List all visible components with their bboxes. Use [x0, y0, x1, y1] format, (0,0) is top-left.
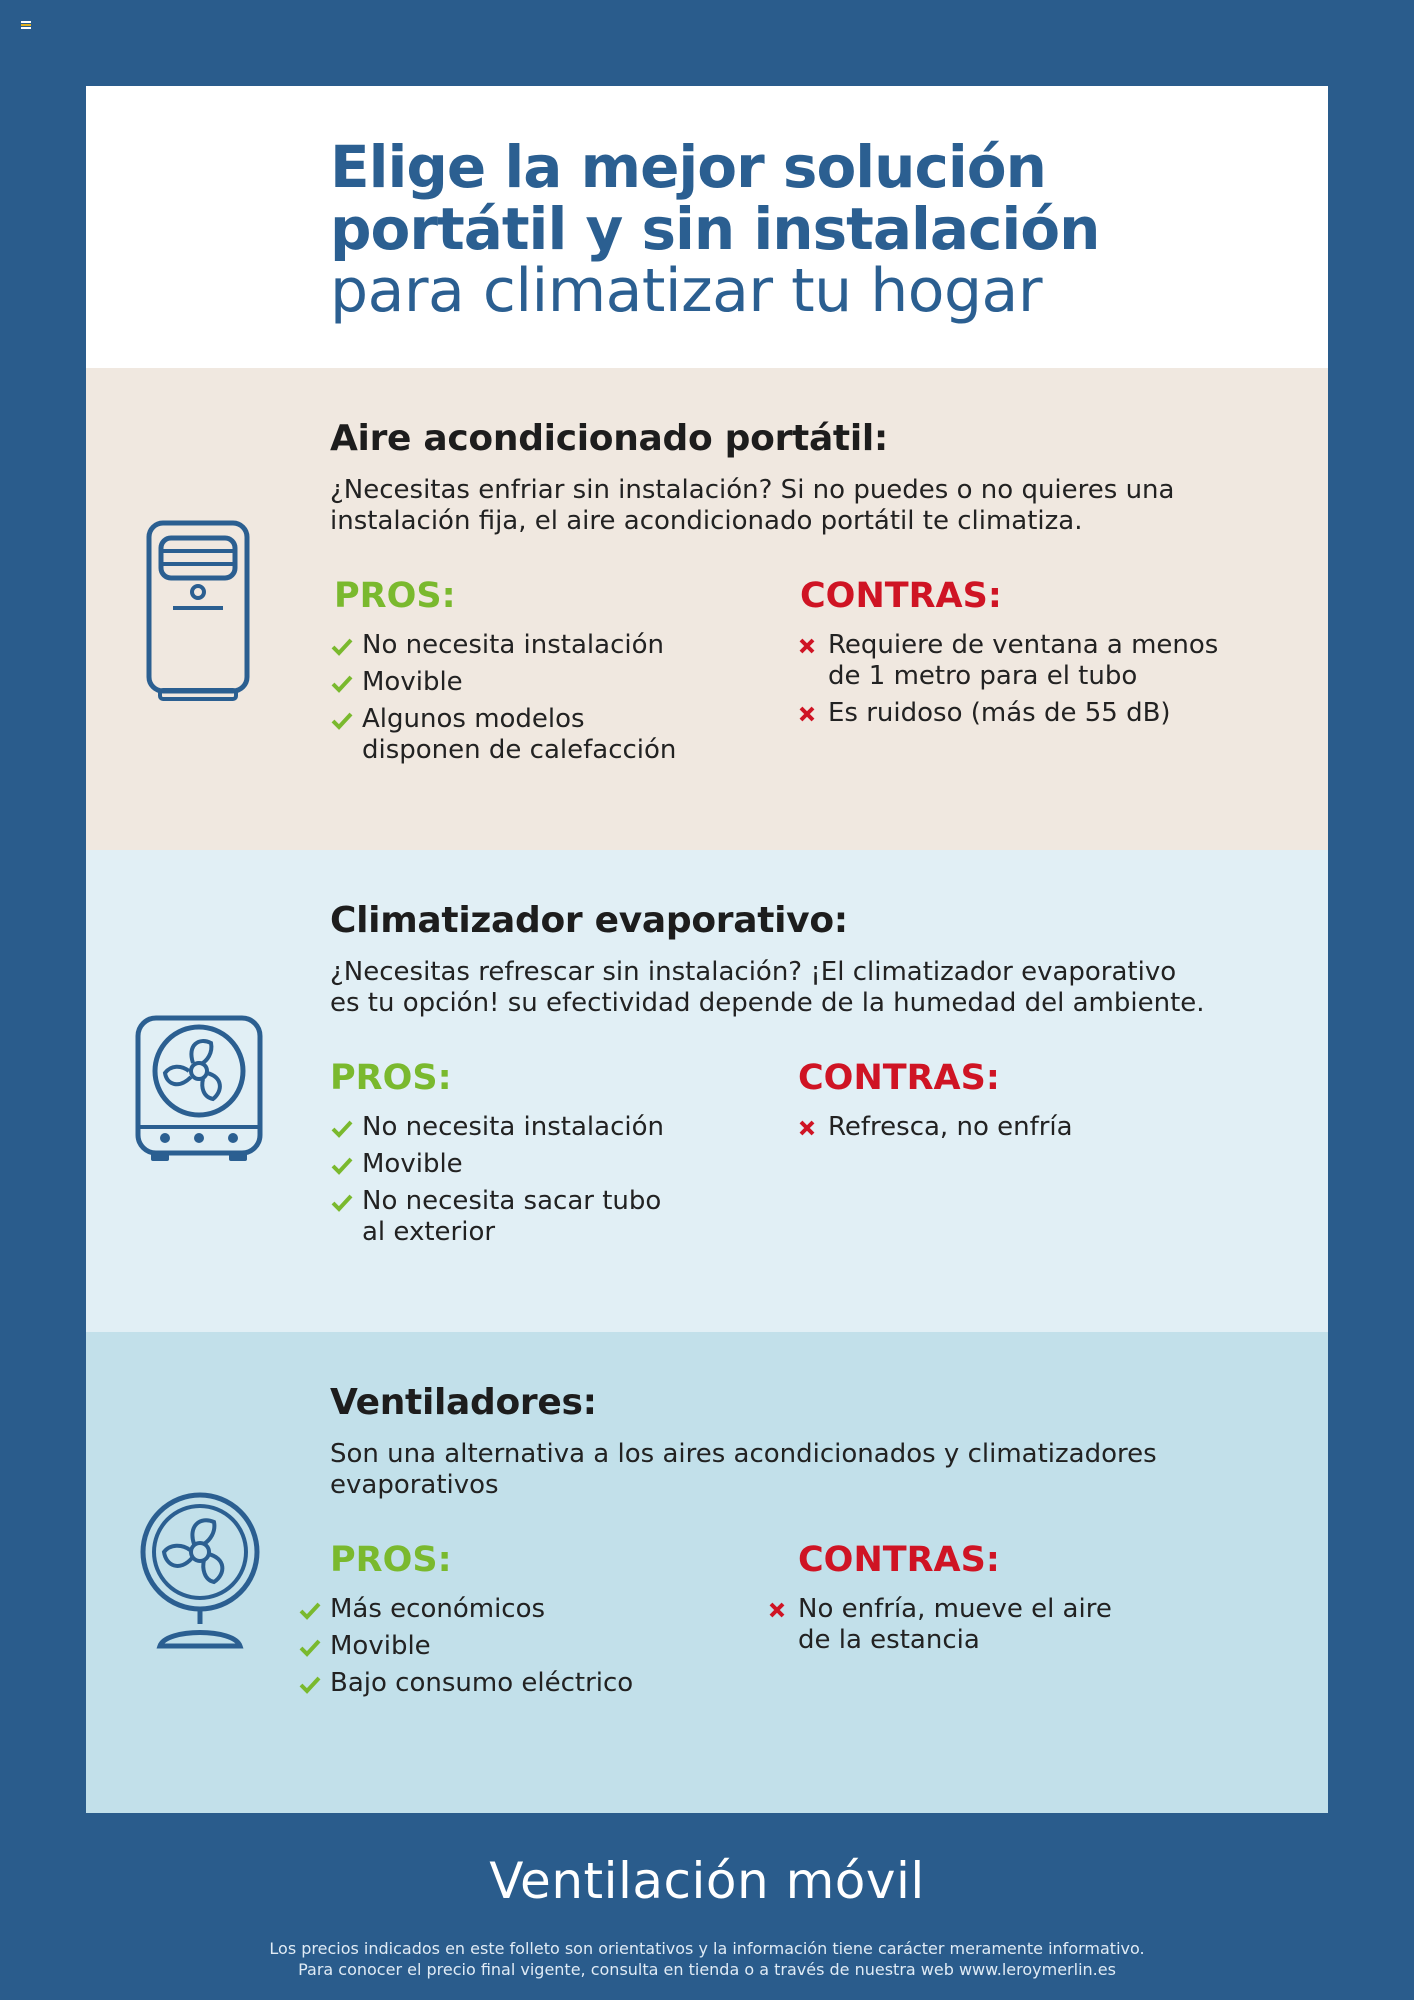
footer-note	[0, 1938, 1414, 1980]
section-portable-ac	[86, 368, 1328, 850]
check-icon	[298, 1594, 322, 1625]
pros-list	[330, 1112, 750, 1254]
contras-item	[796, 630, 1228, 692]
contras-list	[796, 1112, 1216, 1149]
contras-item-text: Requiere de ventana a menos de 1 metro para el tubo	[828, 630, 1219, 691]
check-icon	[330, 630, 354, 661]
info-card	[86, 86, 1328, 1813]
pros-item	[330, 1112, 750, 1143]
menu-icon[interactable]	[21, 21, 31, 29]
pros-item-text: Movible	[362, 667, 463, 697]
pros-item	[330, 667, 750, 698]
section-evaporative-cooler	[86, 850, 1328, 1332]
section-description: Son una alternativa a los aires acondicionados y climatizadores evaporativos	[330, 1439, 1157, 1500]
pros-item	[298, 1594, 718, 1625]
pros-heading: PROS:	[334, 576, 456, 616]
section-description: ¿Necesitas enfriar sin instalación? Si no puedes o no quieres una instalación fija, el aire acondicionado portátil te climatiza.	[330, 475, 1175, 536]
cross-icon	[796, 698, 820, 729]
section-title: Aire acondicionado portátil:	[330, 418, 889, 459]
pros-item-text: Movible	[330, 1631, 431, 1661]
pros-item	[298, 1631, 718, 1662]
pros-item	[330, 1186, 692, 1248]
cross-icon	[766, 1594, 790, 1625]
contras-item	[796, 698, 1216, 729]
pros-item-text: Bajo consumo eléctrico	[330, 1668, 634, 1698]
contras-heading: CONTRAS:	[800, 576, 1002, 616]
pros-item	[330, 704, 692, 766]
pros-list	[330, 630, 750, 772]
footer-title: Ventilación móvil	[489, 1852, 925, 1910]
contras-list	[766, 1594, 1146, 1662]
check-icon	[330, 1112, 354, 1143]
check-icon	[330, 1186, 354, 1217]
pros-item-text: Algunos modelos disponen de calefacción	[362, 704, 677, 765]
header	[86, 86, 1328, 368]
pros-heading: PROS:	[330, 1058, 452, 1098]
pros-heading: PROS:	[330, 1540, 452, 1580]
section-fans	[86, 1332, 1328, 1813]
desk-fan-icon	[138, 1492, 262, 1656]
contras-heading: CONTRAS:	[798, 1058, 1000, 1098]
title-line-1: Elige la mejor solución	[330, 133, 1046, 201]
section-title: Ventiladores:	[330, 1382, 597, 1423]
evaporative-cooler-icon	[135, 1015, 263, 1169]
contras-item-text: Es ruidoso (más de 55 dB)	[828, 698, 1171, 728]
pros-item	[330, 630, 750, 661]
pros-item-text: No necesita sacar tubo al exterior	[362, 1186, 662, 1247]
check-icon	[330, 1149, 354, 1180]
contras-item	[766, 1594, 1138, 1656]
contras-item	[796, 1112, 1216, 1143]
pros-item-text: No necesita instalación	[362, 1112, 664, 1142]
check-icon	[298, 1668, 322, 1699]
pros-item-text: Más económicos	[330, 1594, 546, 1624]
pros-item-text: Movible	[362, 1149, 463, 1179]
page-title	[330, 133, 1290, 326]
title-line-2: portátil y sin instalación	[330, 195, 1100, 263]
check-icon	[330, 667, 354, 698]
pros-item	[298, 1668, 718, 1699]
check-icon	[298, 1631, 322, 1662]
contras-item-text: No enfría, mueve el aire de la estancia	[798, 1594, 1112, 1655]
portable-ac-icon	[146, 520, 250, 706]
contras-item-text: Refresca, no enfría	[828, 1112, 1073, 1142]
cross-icon	[796, 630, 820, 661]
cross-icon	[796, 1112, 820, 1143]
pros-item	[330, 1149, 750, 1180]
section-description: ¿Necesitas refrescar sin instalación? ¡El climatizador evaporativo es tu opción! su efectividad depende de la humedad del ambiente.	[330, 957, 1205, 1018]
contras-list	[796, 630, 1219, 735]
contras-heading: CONTRAS:	[798, 1540, 1000, 1580]
check-icon	[330, 704, 354, 735]
footer-note-line-2: Para conocer el precio final vigente, consulta en tienda o a través de nuestra web www.leroymerlin.es	[298, 1960, 1116, 1979]
title-line-3: para climatizar tu hogar	[330, 256, 1042, 326]
footer-note-line-1: Los precios indicados en este folleto son orientativos y la información tiene carácter meramente informativo.	[269, 1939, 1145, 1958]
pros-item-text: No necesita instalación	[362, 630, 664, 660]
section-title: Climatizador evaporativo:	[330, 900, 848, 941]
pros-list	[298, 1594, 718, 1705]
